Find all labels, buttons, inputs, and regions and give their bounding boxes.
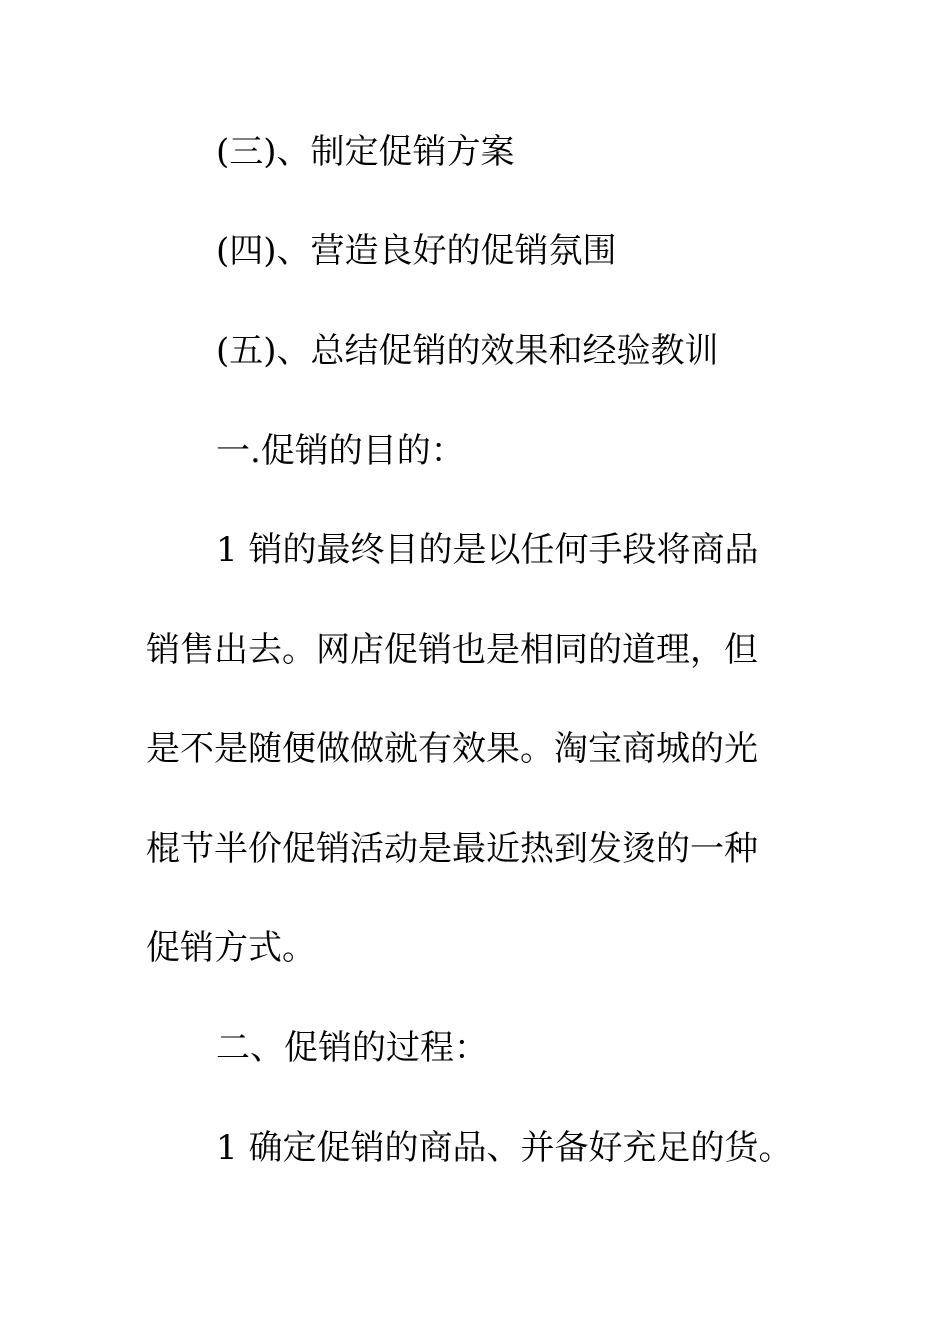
text-line-11: 1 确定促销的商品、并备好充足的货。: [216, 1128, 793, 1168]
text-line-3: (五)、总结促销的效果和经验教训: [216, 331, 719, 371]
text-line-1: (三)、制定促销方案: [216, 132, 515, 172]
text-line-9: 促销方式。: [146, 928, 316, 968]
section-heading-purpose: 一.促销的目的：: [216, 431, 465, 471]
section-heading-process: 二、促销的过程：: [216, 1028, 488, 1068]
text-line-5: 1 销的最终目的是以任何手段将商品: [216, 530, 759, 570]
text-line-7: 是不是随便做做就有效果。淘宝商城的光: [146, 729, 758, 769]
text-line-2: (四)、营造良好的促销氛围: [216, 231, 617, 271]
text-line-6: 销售出去。网店促销也是相同的道理，但: [146, 630, 758, 670]
text-line-8: 棍节半价促销活动是最近热到发烫的一种: [146, 829, 758, 869]
